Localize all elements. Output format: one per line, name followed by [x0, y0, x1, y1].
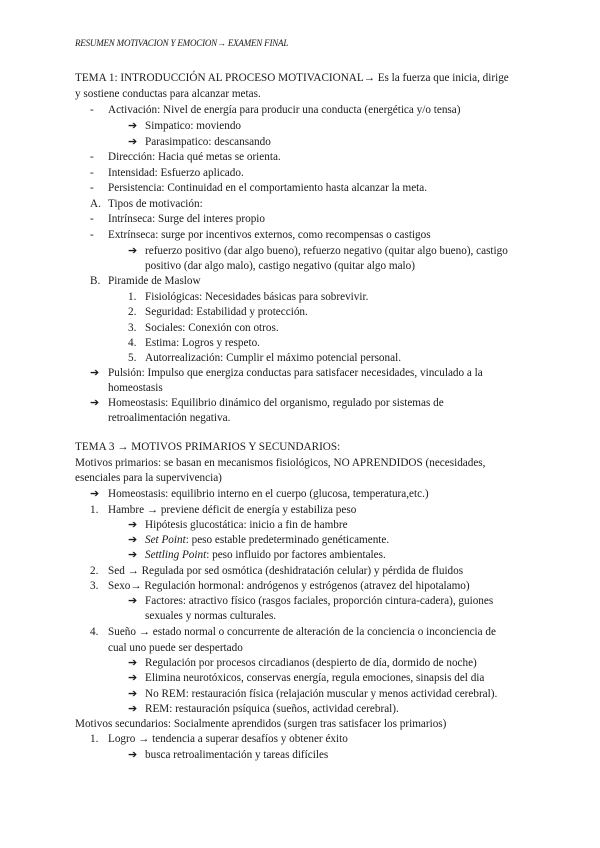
- arrow-icon: ➔: [90, 367, 100, 379]
- term: Settling Point: [145, 549, 207, 561]
- list-item-cont: sexuales y normas culturales.: [145, 610, 277, 622]
- list-item: [90, 228, 431, 242]
- number-marker: 5.: [128, 352, 137, 364]
- list-item: [90, 503, 357, 517]
- dash-marker: -: [90, 182, 94, 194]
- number-marker: 1.: [90, 733, 99, 745]
- item-text: Sueño → estado normal o concurrente de alteración de la conciencia o inconciencia de: [108, 626, 496, 638]
- list-item: [90, 212, 265, 226]
- list-item: [128, 119, 242, 133]
- document-header: RESUMEN MOTIVACION Y EMOCION→ EXAMEN FINAL: [75, 38, 289, 48]
- item-text: busca retroalimentación y tareas difíciles: [145, 749, 329, 761]
- paragraph: Motivos primarios: se basan en mecanismos fisiológicos, NO APRENDIDOS (necesidades,: [75, 457, 486, 469]
- item-text: Fisiológicas: Necesidades básicas para sobrevivir.: [145, 291, 369, 303]
- list-item: [90, 181, 428, 195]
- list-item: [128, 336, 260, 350]
- arrow-icon: ➔: [128, 749, 138, 761]
- list-item: [90, 625, 496, 639]
- item-text: Hambre → previene déficit de energía y estabiliza peso: [108, 504, 357, 516]
- dash-marker: -: [90, 167, 94, 179]
- list-item-cont: positivo (dar algo malo), castigo negativo (quitar algo malo): [145, 260, 415, 272]
- item-text: refuerzo positivo (dar algo bueno), refuerzo negativo (quitar algo bueno), castigo: [145, 245, 508, 257]
- item-text: Homeostasis: equilibrio interno en el cuerpo (glucosa, temperatura,etc.): [108, 488, 429, 500]
- number-marker: 3.: [90, 580, 99, 592]
- number-marker: 2.: [90, 565, 99, 577]
- item-text: Homeostasis: Equilibrio dinámico del organismo, regulado por sistemas de: [108, 397, 444, 409]
- arrow-icon: ➔: [128, 657, 138, 669]
- dash-marker: -: [90, 151, 94, 163]
- list-item: [90, 396, 444, 410]
- item-text: Intensidad: Esfuerzo aplicado.: [108, 167, 244, 179]
- arrow-icon: ➔: [128, 534, 138, 546]
- dash-marker: -: [90, 229, 94, 241]
- arrow-icon: ➔: [90, 488, 100, 500]
- item-text: Tipos de motivación:: [108, 198, 203, 210]
- list-item: [128, 748, 329, 762]
- arrow-icon: ➔: [128, 245, 138, 257]
- list-item: [90, 579, 470, 593]
- list-item: [90, 197, 203, 211]
- arrow-icon: ➔: [128, 549, 138, 561]
- paragraph: Motivos secundarios: Socialmente aprendidos (surgen tras satisfacer los primarios): [75, 718, 447, 730]
- term: Set Point: [145, 534, 186, 546]
- dash-marker: -: [90, 213, 94, 225]
- arrow-icon: ➔: [128, 688, 138, 700]
- item-text: Piramide de Maslow: [108, 275, 201, 287]
- item-text: Sociales: Conexión con otros.: [145, 322, 279, 334]
- list-item-cont: retroalimentación negativa.: [108, 412, 231, 424]
- list-item: [90, 487, 429, 501]
- list-item: [128, 594, 494, 608]
- dash-marker: -: [90, 104, 94, 116]
- list-item: [128, 305, 308, 319]
- list-item: [128, 135, 271, 149]
- item-text: : peso influido por factores ambientales.: [206, 549, 386, 561]
- arrow-icon: ➔: [128, 519, 138, 531]
- item-text: Intrínseca: Surge del interes propio: [108, 213, 265, 225]
- list-item: [128, 671, 485, 685]
- tema1-title: TEMA 1: INTRODUCCIÓN AL PROCESO MOTIVACIONAL→ Es la fuerza que inicia, dirige: [75, 72, 509, 84]
- item-text: Extrínseca: surge por incentivos externos, como recompensas o castigos: [108, 229, 431, 241]
- item-text: Factores: atractivo físico (rasgos faciales, proporción cintura-cadera), guiones: [145, 595, 494, 607]
- item-text: Hipótesis glucostática: inicio a fin de hambre: [145, 519, 348, 531]
- item-text: Seguridad: Estabilidad y protección.: [145, 306, 308, 318]
- list-item: [128, 321, 279, 335]
- item-text: Simpatico: moviendo: [145, 120, 242, 132]
- item-text: Autorrealización: Cumplir el máximo potencial personal.: [145, 352, 401, 364]
- item-text: : peso estable predeterminado genéticamente.: [185, 534, 390, 546]
- item-text: Elimina neurotóxicos, conservas energía, regula emociones, sinapsis del dia: [145, 672, 485, 684]
- number-marker: 1.: [128, 291, 137, 303]
- item-text: Sed → Regulada por sed osmótica (deshidratación celular) y pérdida de fluidos: [108, 565, 464, 577]
- item-text: Sexo→ Regulación hormonal: andrógenos y estrógenos (atravez del hipotalamo): [108, 580, 470, 592]
- item-text: Logro → tendencia a superar desafíos y obtener éxito: [108, 733, 348, 745]
- number-marker: 4.: [128, 337, 137, 349]
- arrow-icon: ➔: [128, 120, 138, 132]
- item-text: Persistencia: Continuidad en el comportamiento hasta alcanzar la meta.: [108, 182, 428, 194]
- arrow-icon: ➔: [128, 672, 138, 684]
- list-item: [90, 150, 281, 164]
- list-item: [128, 702, 399, 716]
- letter-marker: B.: [90, 275, 101, 287]
- arrow-icon: ➔: [128, 136, 138, 148]
- list-item: [128, 533, 390, 547]
- list-item-cont: cual uno puede ser despertado: [108, 642, 243, 654]
- list-item: [128, 548, 386, 562]
- list-item: [90, 166, 244, 180]
- letter-marker: A.: [90, 198, 101, 210]
- list-item: [128, 290, 369, 304]
- item-text: No REM: restauración física (relajación muscular y menos actividad cerebral).: [145, 688, 498, 700]
- number-marker: 1.: [90, 504, 99, 516]
- list-item-cont: homeostasis: [108, 382, 163, 394]
- item-text: Parasimpatico: descansando: [145, 136, 271, 148]
- list-item: [128, 687, 498, 701]
- paragraph: esenciales para la supervivencia): [75, 472, 222, 484]
- list-item: [90, 103, 461, 117]
- item-text: Regulación por procesos circadianos (despierto de día, dormido de noche): [145, 657, 477, 669]
- list-item: [128, 518, 348, 532]
- item-text: Pulsión: Impulso que energiza conductas para satisfacer necesidades, vinculado a la: [108, 367, 483, 379]
- item-text: Estima: Logros y respeto.: [145, 337, 260, 349]
- list-item: [90, 564, 464, 578]
- number-marker: 2.: [128, 306, 137, 318]
- arrow-icon: ➔: [128, 703, 138, 715]
- item-text: REM: restauración psíquica (sueños, actividad cerebral).: [145, 703, 399, 715]
- arrow-icon: ➔: [128, 595, 138, 607]
- list-item: [128, 351, 401, 365]
- number-marker: 3.: [128, 322, 137, 334]
- list-item: [90, 274, 201, 288]
- item-text: Activación: Nivel de energía para producir una conducta (energética y/o tensa): [108, 104, 461, 116]
- tema3-title: TEMA 3 → MOTIVOS PRIMARIOS Y SECUNDARIOS:: [75, 441, 341, 453]
- number-marker: 4.: [90, 626, 99, 638]
- list-item: [90, 732, 348, 746]
- arrow-icon: ➔: [90, 397, 100, 409]
- list-item: [128, 244, 508, 258]
- list-item: [90, 366, 483, 380]
- list-item: [128, 656, 477, 670]
- item-text: Dirección: Hacia qué metas se orienta.: [108, 151, 281, 163]
- tema1-title-cont: y sostiene conductas para alcanzar metas.: [75, 88, 261, 100]
